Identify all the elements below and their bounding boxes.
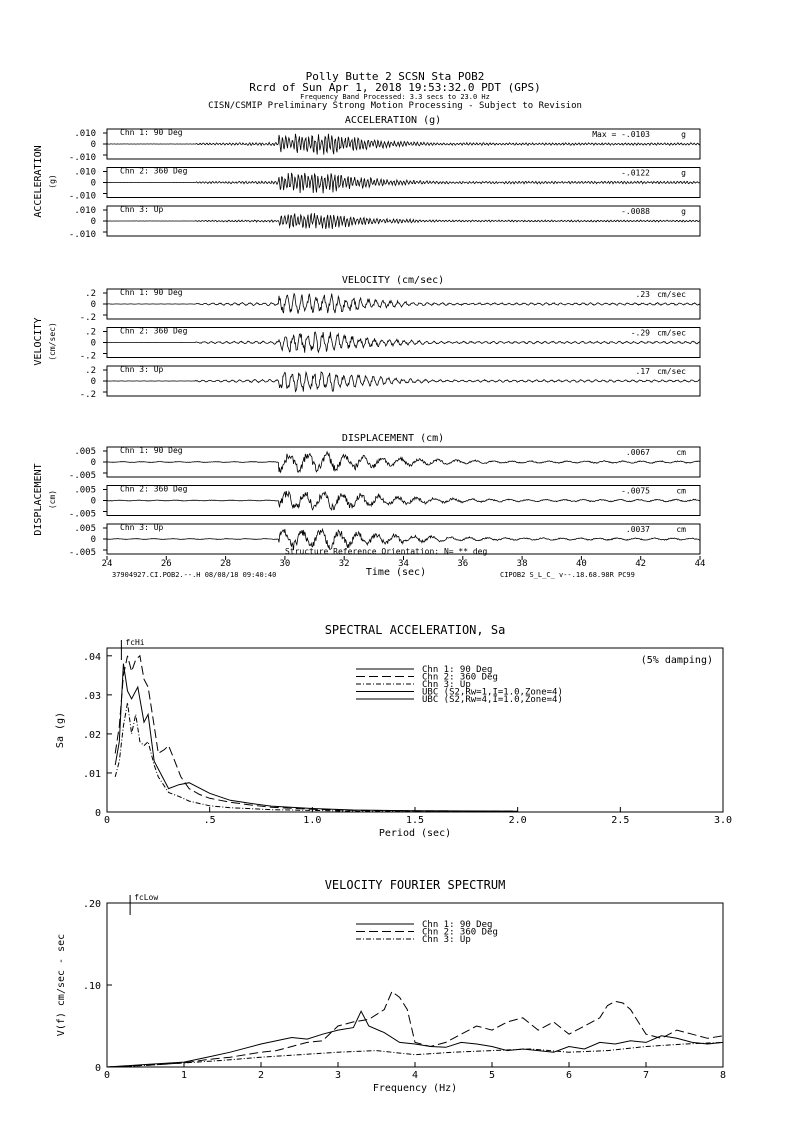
time-tick-label: 38 <box>516 559 528 569</box>
header-line-4: CISN/CSMIP Preliminary Strong Motion Processing - Subject to Revision <box>208 101 582 111</box>
waveform-trace <box>107 294 700 314</box>
tick-label-bottom: -.2 <box>79 313 96 323</box>
legend-entry: Chn 3: Up <box>422 680 471 690</box>
channel-unit: g <box>681 130 686 139</box>
panel-side-unit: (cm) <box>48 489 57 510</box>
panel-side-label: VELOCITY <box>33 317 44 366</box>
chart-title: VELOCITY FOURIER SPECTRUM <box>324 878 506 892</box>
series-line-2 <box>115 703 518 812</box>
chart-title: SPECTRAL ACCELERATION, Sa <box>324 623 506 637</box>
y-axis-label: V(f) cm/sec - sec <box>56 933 67 1037</box>
panel-title: DISPLACEMENT (cm) <box>341 433 445 444</box>
x-tick-label: 2.0 <box>508 815 527 826</box>
channel-peak: .0067 <box>625 448 650 457</box>
channel-name: Chn 3: Up <box>120 365 164 374</box>
channel-peak: -.0122 <box>621 168 650 178</box>
tick-label-zero: 0 <box>90 496 96 507</box>
tick-label-zero: 0 <box>90 140 96 150</box>
channel-name: Chn 2: 360 Deg <box>120 484 188 494</box>
channel-unit: cm/sec <box>657 328 686 338</box>
channel-frame <box>107 328 700 358</box>
y-axis-label: Sa (g) <box>55 711 66 749</box>
channel-peak: .17 <box>635 367 650 376</box>
x-tick-label: 1 <box>180 1070 188 1081</box>
channel-peak: .0037 <box>625 525 650 534</box>
fourier-spectrum-chart <box>56 878 726 1094</box>
x-tick-label: 4 <box>411 1070 419 1081</box>
channel-unit: cm <box>676 448 686 457</box>
channel-name: Chn 1: 90 Deg <box>120 288 183 297</box>
tick-label-top: .005 <box>74 524 96 534</box>
damping-annotation: (5% damping) <box>640 655 713 666</box>
x-axis-label: Period (sec) <box>378 828 452 839</box>
x-tick-label: 2.5 <box>611 815 630 826</box>
legend-entry: UBC (S2,Rw=4,I=1.0,Zone=4) <box>422 695 563 705</box>
y-tick-label: 0 <box>94 1063 101 1074</box>
waveform-trace <box>107 491 700 510</box>
channel-unit: cm/sec <box>657 367 686 376</box>
panel-title: VELOCITY (cm/sec) <box>341 275 445 286</box>
tick-label-zero: 0 <box>90 300 96 310</box>
x-axis-label: Frequency (Hz) <box>372 1083 458 1094</box>
waveform-trace <box>107 372 700 392</box>
tick-label-zero: 0 <box>90 458 96 468</box>
panel-side-unit: (cm/sec) <box>48 322 57 361</box>
waveform-trace <box>107 213 700 229</box>
tick-label-top: .2 <box>85 366 96 376</box>
tick-label-bottom: -.010 <box>68 153 96 163</box>
x-tick-label: 0 <box>103 1070 111 1081</box>
panel-2 <box>33 433 700 558</box>
x-tick-label: 1.5 <box>405 815 425 826</box>
channel-name: Chn 1: 90 Deg <box>120 128 183 137</box>
header-line-1: Polly Butte 2 SCSN Sta POB2 <box>305 70 485 83</box>
channel-name: Chn 3: Up <box>120 523 164 532</box>
x-tick-label: 8 <box>719 1070 727 1081</box>
tick-label-zero: 0 <box>90 217 96 227</box>
tick-label-bottom: -.010 <box>68 230 96 240</box>
time-axis-label: Time (sec) <box>365 567 427 578</box>
y-tick-label: .03 <box>82 690 101 702</box>
tick-label-top: .005 <box>74 447 96 457</box>
orientation-note: Structure Reference Orientation: N= ** deg <box>285 547 488 556</box>
tick-label-top: .2 <box>85 289 96 299</box>
header-line-2: Rcrd of Sun Apr 1, 2018 19:53:32.0 PDT (GPS) <box>249 81 541 94</box>
tick-label-bottom: -.005 <box>68 471 96 481</box>
x-tick-label: 3.0 <box>713 815 733 826</box>
corner-marker-label: fcLow <box>134 893 159 902</box>
panel-1 <box>33 275 700 400</box>
footer-left: 37904927.CI.POB2.--.H 08/08/18 09:40:40 <box>112 571 277 579</box>
tick-label-bottom: -.005 <box>68 548 96 558</box>
legend-entry: Chn 2: 360 Deg <box>422 927 498 938</box>
x-tick-label: 7 <box>642 1070 650 1081</box>
y-tick-label: .04 <box>82 651 101 663</box>
y-tick-label: .20 <box>82 899 101 910</box>
tick-label-bottom: -.2 <box>79 390 96 400</box>
channel-peak: -.0075 <box>621 486 650 496</box>
channel-name: Chn 2: 360 Deg <box>120 326 188 336</box>
time-tick-label: 24 <box>101 559 113 569</box>
tick-label-bottom: -.010 <box>68 191 96 202</box>
plot-frame <box>107 648 723 812</box>
channel-name: Chn 2: 360 Deg <box>120 166 188 176</box>
x-tick-label: 6 <box>565 1070 573 1081</box>
channel-unit: cm <box>676 525 686 534</box>
panel-side-label: ACCELERATION <box>33 145 44 218</box>
waveform-trace <box>107 332 700 353</box>
tick-label-top: .2 <box>85 327 96 338</box>
x-tick-label: 5 <box>488 1070 496 1081</box>
channel-name: Chn 3: Up <box>120 205 164 214</box>
x-tick-label: 3 <box>334 1070 342 1081</box>
series-line-0 <box>107 1011 723 1067</box>
tick-label-top: .010 <box>74 206 96 216</box>
channel-peak: .23 <box>635 290 650 299</box>
tick-label-bottom: -.2 <box>79 351 96 362</box>
legend-entry: Chn 2: 360 Deg <box>422 672 498 683</box>
x-tick-label: 2 <box>257 1070 265 1081</box>
x-tick-label: 1.0 <box>303 815 322 826</box>
time-tick-label: 26 <box>160 559 172 569</box>
time-tick-label: 36 <box>457 559 469 569</box>
panel-side-label: DISPLACEMENT <box>33 463 44 536</box>
tick-label-top: .010 <box>74 167 96 178</box>
time-tick-label: 32 <box>338 559 350 569</box>
time-tick-label: 30 <box>279 559 291 569</box>
time-tick-label: 34 <box>398 559 409 569</box>
y-tick-label: .10 <box>82 981 101 992</box>
channel-peak: -.29 <box>630 328 650 338</box>
panel-side-unit: (g) <box>48 174 57 189</box>
time-tick-label: 40 <box>575 559 587 569</box>
tick-label-zero: 0 <box>90 377 96 387</box>
channel-peak: Max = -.0103 <box>592 130 650 139</box>
time-tick-label: 42 <box>635 559 647 569</box>
header-line-3: Frequency Band Processed: 3.3 secs to 23.0 Hz <box>300 93 490 101</box>
legend-entry: Chn 1: 90 Deg <box>422 665 493 675</box>
spectral-acceleration-chart <box>55 623 732 839</box>
tick-label-bottom: -.005 <box>68 509 96 520</box>
legend-entry: UBC (S2,Rw=1,I=1.0,Zone=4) <box>422 687 563 698</box>
y-tick-label: 0 <box>94 808 101 819</box>
time-tick-label: 44 <box>694 559 706 569</box>
channel-unit: g <box>681 168 686 178</box>
waveform-trace <box>107 173 700 194</box>
channel-frame <box>107 366 700 396</box>
tick-label-zero: 0 <box>90 178 96 189</box>
corner-marker-label: fcHi <box>125 638 145 647</box>
tick-label-top: .010 <box>74 129 96 139</box>
tick-label-top: .005 <box>74 485 96 496</box>
channel-unit: cm/sec <box>657 290 686 299</box>
legend-entry: Chn 3: Up <box>422 935 471 945</box>
y-tick-label: .01 <box>82 768 101 780</box>
panel-0 <box>33 115 700 240</box>
panel-title: ACCELERATION (g) <box>344 115 442 126</box>
time-tick-label: 28 <box>220 559 232 569</box>
waveform-trace <box>107 452 700 473</box>
footer-right: CIPOB2 S_L_C_ v--.18.68.98R PC99 <box>500 571 635 579</box>
x-tick-label: 0 <box>103 815 111 826</box>
channel-peak: -.0088 <box>621 207 650 216</box>
channel-name: Chn 1: 90 Deg <box>120 446 183 455</box>
channel-unit: g <box>681 207 686 216</box>
series-line-1 <box>107 992 723 1067</box>
x-tick-label: .5 <box>203 815 216 826</box>
tick-label-zero: 0 <box>90 535 96 545</box>
time-series-layer <box>33 115 700 558</box>
channel-unit: cm <box>676 486 686 496</box>
legend-entry: Chn 1: 90 Deg <box>422 920 493 930</box>
tick-label-zero: 0 <box>90 338 96 349</box>
y-tick-label: .02 <box>82 729 101 741</box>
